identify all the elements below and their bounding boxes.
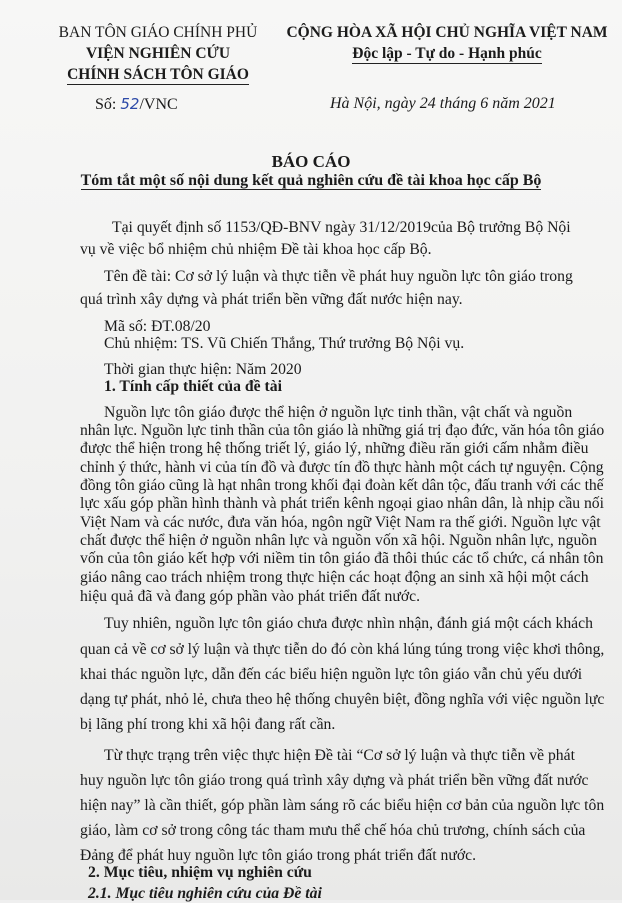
header-left-block <box>40 22 276 85</box>
document-number-suffix: /VNC <box>139 96 178 113</box>
header-org: BAN TÔN GIÁO CHÍNH PHỦ <box>58 24 258 41</box>
body-line: được thể hiện trong hệ thống triết lý, giáo lý, những điều răn giới cấm nhằm điều <box>80 440 589 457</box>
header-institute-line-1: VIỆN NGHIÊN CỨU <box>85 45 231 62</box>
body-line: Tại quyết định số 1153/QĐ-BNV ngày 31/12/2019của Bộ trưởng Bộ Nội <box>112 219 571 236</box>
body-line: Tuy nhiên, nguồn lực tôn giáo chưa được nhìn nhận, đánh giá một cách khách <box>104 615 593 632</box>
body-line: lực xấu góp phần hình thành và phát triển kênh ngoại giao nhân dân, là nhịp cầu nối <box>80 495 604 512</box>
body-line: dạng tự phát, nhỏ lẻ, chưa theo hệ thống chuyên biệt, đồng nghĩa với việc nguồn lực <box>80 691 605 708</box>
report-title: BÁO CÁO <box>271 152 351 171</box>
body-line: bị lãng phí trong khi xã hội đang rất cần. <box>80 716 336 733</box>
body-line: đồng tôn giáo cũng là hạt nhân trong khối đại đoàn kết dân tộc, đấu tranh với các thế <box>80 477 604 494</box>
header-nation: CỘNG HÒA XÃ HỘI CHỦ NGHĨA VIỆT NAM <box>286 24 608 41</box>
document-number-label: Số: <box>95 96 117 113</box>
subsection-heading-2-1: 2.1. Mục tiêu nghiên cứu của Đề tài <box>88 885 322 902</box>
body-line: Tên đề tài: Cơ sở lý luận và thực tiễn về phát huy nguồn lực tôn giáo trong <box>104 268 573 285</box>
body-line: Đảng để phát huy nguồn lực tôn giáo trong phát triển đất nước. <box>80 847 477 864</box>
body-line: huy nguồn lực tôn giáo trong quá trình xây dựng và phát triển bền vững đất nước <box>80 772 589 789</box>
body-line: Mã số: ĐT.08/20 <box>104 318 211 335</box>
body-line: vốn của tôn giáo kết hợp với niềm tin tôn giáo đã thôi thúc các tổ chức, cá nhân tôn <box>80 550 604 567</box>
body-line: hiệu quả đã và đang góp phần vào phát triển đất nước. <box>80 588 421 605</box>
section-heading-1: 1. Tính cấp thiết của đề tài <box>104 378 282 395</box>
document-number <box>95 95 178 114</box>
body-line: khai thác nguồn lực, dẫn đến các biểu hiện nguồn lực tôn giáo vẫn chủ yếu dưới <box>80 666 583 683</box>
body-line: chất được thể hiện ở nguồn nhân lực và nguồn vốn xã hội. Nguồn nhân lực, nguồn <box>80 532 597 549</box>
body-line: Nguồn lực tôn giáo được thể hiện ở nguồn lực tinh thần, vật chất và nguồn <box>104 404 573 421</box>
body-line: Chủ nhiệm: TS. Vũ Chiến Thắng, Thứ trưởng Bộ Nội vụ. <box>104 335 465 352</box>
body-line: Việt Nam và các nước, đưa văn hóa, ngôn ngữ Việt Nam ra thế giới. Nguồn lực vật <box>80 514 601 531</box>
body-line: giáo, làm cơ sở trong công tác tham mưu thể chế hóa chủ trương, chính sách của <box>80 822 586 839</box>
report-subtitle: Tóm tắt một số nội dung kết quả nghiên cứu đề tài khoa học cấp Bộ <box>80 172 542 189</box>
body-line: Từ thực trạng trên việc thực hiện Đề tài “Cơ sở lý luận và thực tiễn về phát <box>104 747 575 764</box>
document-date: Hà Nội, ngày 24 tháng 6 năm 2021 <box>330 95 556 112</box>
document-number-handwritten: 52 <box>120 95 140 113</box>
header-right-block <box>282 22 612 64</box>
body-line: nhân lực. Nguồn lực tinh thần của tôn giáo là những giá trị đạo đức, văn hóa tôn giáo <box>80 422 605 439</box>
body-line: Thời gian thực hiện: Năm 2020 <box>104 361 302 378</box>
header-motto: Độc lập - Tự do - Hạnh phúc <box>352 45 542 62</box>
body-line: quá trình xây dựng và phát triển bền vững đất nước hiện nay. <box>80 291 463 308</box>
body-line: vụ về việc bổ nhiệm chủ nhiệm Đề tài khoa học cấp Bộ. <box>80 241 432 258</box>
body-line: quan cả về cơ sở lý luận và thực tiễn do đó còn khá lúng túng trong việc khơi thông, <box>80 641 605 658</box>
body-line: hiện nay” là cần thiết, góp phần làm sáng rõ các biểu hiện cơ bản của nguồn lực tôn <box>80 797 605 814</box>
section-heading-2: 2. Mục tiêu, nhiệm vụ nghiên cứu <box>88 864 312 881</box>
header-institute-line-2: CHÍNH SÁCH TÔN GIÁO <box>67 66 249 83</box>
body-line: chỉnh ý thức, hành vi của tín đồ và được tín đồ thực hành một cách tự nguyện. Cộng <box>80 459 604 476</box>
body-line: giáo nâng cao trách nhiệm trong thực hiện các hoạt động an sinh xã hội một cách <box>80 569 589 586</box>
